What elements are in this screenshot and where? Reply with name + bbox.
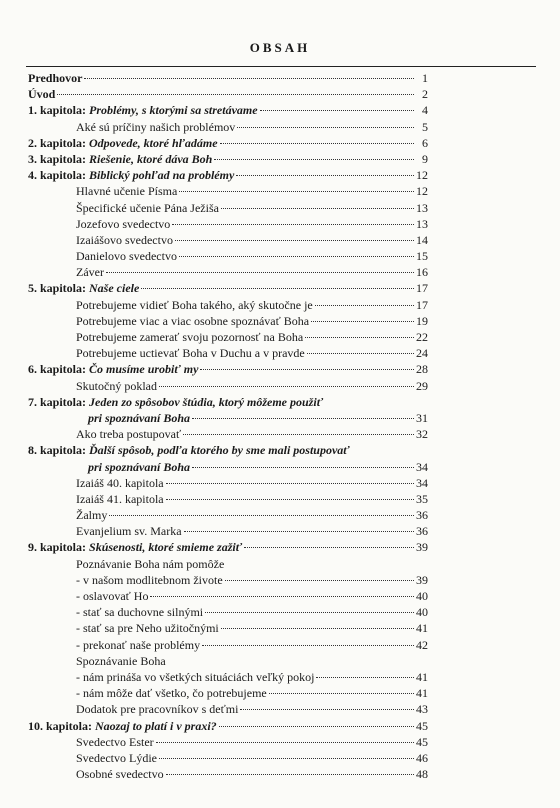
dot-leader <box>221 628 414 629</box>
toc-entry[interactable] <box>28 183 428 199</box>
subentry-label: Potrebujeme zamerať svoju pozornosť na Boha <box>76 330 304 344</box>
subentry-label: Svedectvo Ester <box>76 734 154 749</box>
toc-entry[interactable] <box>28 119 428 135</box>
subentry-label: Potrebujeme uctievať Boha v Duchu a v pravde <box>76 346 305 361</box>
toc-entry[interactable] <box>28 426 428 442</box>
chapter-number: 9. kapitola: <box>28 540 87 555</box>
toc-entry[interactable] <box>28 766 428 782</box>
subentry-label: Izaiáš 41. kapitola <box>76 491 164 506</box>
subentry-label: Žalmy <box>76 508 108 523</box>
subentry-heading: Poznávanie Boha nám pomôže <box>76 556 225 571</box>
toc-entry[interactable] <box>28 442 428 458</box>
toc-entry[interactable] <box>28 734 428 750</box>
page-number: 41 <box>416 686 428 701</box>
page-number: 39 <box>416 540 428 555</box>
page-number: 48 <box>416 767 428 782</box>
toc-entry-continuation[interactable] <box>28 459 428 475</box>
chapter-title: Riešenie, ktoré dáva Boh <box>89 151 213 166</box>
toc-entry[interactable] <box>28 507 428 523</box>
page-number: 41 <box>416 621 428 636</box>
page-number: 29 <box>416 378 428 393</box>
page-number: 34 <box>416 475 428 490</box>
chapter-number: 10. kapitola: <box>28 718 93 733</box>
page-number: 15 <box>416 249 428 264</box>
page-number: 28 <box>416 362 428 377</box>
dot-leader <box>311 321 414 322</box>
dot-leader <box>307 353 414 354</box>
chapter-title: Skúsenosti, ktoré smieme zažiť <box>89 540 243 555</box>
page-number: 19 <box>416 313 428 328</box>
page-number: 6 <box>422 135 428 150</box>
subentry-label: Záver <box>76 265 104 280</box>
subentry-label: Izaiáš 40. kapitola <box>76 475 164 490</box>
page-number: 12 <box>416 184 428 199</box>
page-number: 22 <box>416 330 428 344</box>
toc-entry[interactable] <box>28 572 428 588</box>
dot-leader <box>202 645 414 646</box>
toc-entry[interactable] <box>28 685 428 701</box>
toc-entry[interactable] <box>28 313 428 329</box>
chapter-number: 4. kapitola: <box>28 168 87 183</box>
chapter-number: 1. kapitola: <box>28 103 87 118</box>
dot-leader <box>316 677 414 678</box>
toc-entry[interactable] <box>28 620 428 636</box>
page-number: 17 <box>416 297 428 312</box>
dot-leader <box>141 288 414 289</box>
dot-leader <box>179 256 414 257</box>
subentry-label: Ako treba postupovať <box>76 427 182 442</box>
toc-entry[interactable] <box>28 70 428 86</box>
chapter-title: Problémy, s ktorými sa stretávame <box>89 103 258 118</box>
page-number: 12 <box>416 168 428 183</box>
subentry-label: Špecifické učenie Pána Ježiša <box>76 200 219 215</box>
subentry-label: Potrebujeme vidieť Boha takého, aký skutočne je <box>76 297 313 312</box>
subentry-label: Skutočný poklad <box>76 378 157 393</box>
dot-leader <box>184 531 414 532</box>
header-rule <box>26 66 536 67</box>
dot-leader <box>84 78 414 79</box>
page-title: OBSAH <box>249 40 311 55</box>
toc-entry[interactable] <box>28 151 428 167</box>
page-number: 40 <box>416 589 428 603</box>
dot-leader <box>192 467 414 468</box>
dot-leader <box>156 742 414 743</box>
dot-leader <box>57 94 414 95</box>
page-number: 35 <box>416 491 428 506</box>
toc-entry[interactable] <box>28 167 428 183</box>
page-number: 39 <box>416 572 428 587</box>
page-number: 31 <box>416 410 428 425</box>
page-number: 13 <box>416 200 428 215</box>
toc-entry[interactable] <box>28 200 428 216</box>
entry-label: Predhovor <box>28 71 83 85</box>
subentry-label: - v našom modlitebnom živote <box>76 572 223 587</box>
chapter-title: Biblický pohľad na problémy <box>89 168 235 183</box>
dot-leader <box>166 499 414 500</box>
toc-entry[interactable] <box>28 523 428 539</box>
toc-entry[interactable] <box>28 588 428 604</box>
page-number: 13 <box>416 216 428 231</box>
chapter-title: Jeden zo spôsobov štúdia, ktorý môžeme použiť <box>89 394 324 409</box>
subentry-label: Hlavné učenie Písma <box>76 184 178 199</box>
toc-entry[interactable] <box>28 361 428 377</box>
page-number: 2 <box>422 87 428 102</box>
toc-entry-continuation[interactable] <box>28 410 428 426</box>
page-number: 32 <box>416 427 428 442</box>
dot-leader <box>159 386 414 387</box>
page-number: 45 <box>416 718 428 733</box>
chapter-title: Odpovede, ktoré hľadáme <box>89 135 218 150</box>
page-number: 42 <box>416 637 428 652</box>
dot-leader <box>205 612 414 613</box>
page-number: 36 <box>416 524 428 539</box>
dot-leader <box>219 726 414 727</box>
dot-leader <box>159 758 414 759</box>
toc-entry[interactable] <box>28 329 428 345</box>
dot-leader <box>166 483 414 484</box>
subentry-label: Aké sú príčiny našich problémov <box>76 119 236 134</box>
subentry-label: Jozefovo svedectvo <box>76 216 171 231</box>
dot-leader <box>179 191 414 192</box>
page-number: 14 <box>416 232 428 247</box>
subentry-label: Evanjelium sv. Marka <box>76 524 182 539</box>
subentry-label: - stať sa duchovne silnými <box>76 605 204 620</box>
dot-leader <box>260 110 414 111</box>
subentry-label: - stať sa pre Neho užitočnými <box>76 621 219 636</box>
toc-entry[interactable] <box>28 280 428 296</box>
toc-entry[interactable] <box>28 491 428 507</box>
toc-entry[interactable] <box>28 248 428 264</box>
toc-entry <box>28 653 428 669</box>
toc-entry[interactable] <box>28 539 428 555</box>
toc-entry[interactable] <box>28 232 428 248</box>
table-of-contents <box>28 70 428 782</box>
dot-leader <box>200 369 414 370</box>
dot-leader <box>192 418 414 419</box>
toc-entry[interactable] <box>28 216 428 232</box>
dot-leader <box>269 693 414 694</box>
chapter-number: 6. kapitola: <box>28 362 87 377</box>
dot-leader <box>220 143 414 144</box>
toc-entry[interactable] <box>28 345 428 361</box>
chapter-title: Čo musíme urobiť my <box>89 362 199 377</box>
dot-leader <box>315 305 414 306</box>
dot-leader <box>221 208 414 209</box>
dot-leader <box>240 709 414 710</box>
chapter-title: Ďalší spôsob, podľa ktorého by sme mali postupovať <box>89 443 350 458</box>
dot-leader <box>305 337 414 338</box>
page-number: 34 <box>416 459 428 474</box>
chapter-number: 7. kapitola: <box>28 394 87 409</box>
subentry-label: Danielovo svedectvo <box>76 249 177 264</box>
page-number: 16 <box>416 265 428 280</box>
page-number: 45 <box>416 734 428 749</box>
dot-leader <box>109 515 414 516</box>
subentry-label: Osobné svedectvo <box>76 767 164 782</box>
toc-entry[interactable] <box>28 750 428 766</box>
dot-leader <box>150 596 414 597</box>
page-number: 1 <box>422 71 428 85</box>
page-number: 41 <box>416 669 428 684</box>
subentry-label: - oslavovať Ho <box>76 589 149 603</box>
page-number: 9 <box>422 151 428 166</box>
subentry-label: - prekonať naše problémy <box>76 637 201 652</box>
chapter-title: Naozaj to platí i v praxi? <box>95 718 217 733</box>
dot-leader <box>225 580 414 581</box>
toc-entry[interactable] <box>28 718 428 734</box>
page-number: 5 <box>422 119 428 134</box>
toc-entry[interactable] <box>28 475 428 491</box>
dot-leader <box>106 272 414 273</box>
chapter-title-continued: pri spoznávaní Boha <box>88 459 191 474</box>
toc-entry[interactable] <box>28 135 428 151</box>
toc-entry[interactable] <box>28 264 428 280</box>
toc-entry[interactable] <box>28 86 428 102</box>
toc-entry[interactable] <box>28 669 428 685</box>
chapter-title: Naše ciele <box>89 281 140 296</box>
chapter-number: 8. kapitola: <box>28 443 87 458</box>
subentry-heading: Spoznávanie Boha <box>76 653 166 668</box>
subentry-label: Izaiášovo svedectvo <box>76 232 173 247</box>
toc-entry[interactable] <box>28 102 428 118</box>
dot-leader <box>183 434 414 435</box>
subentry-label: Dodatok pre pracovníkov s deťmi <box>76 702 239 717</box>
chapter-number: 2. kapitola: <box>28 135 87 150</box>
dot-leader <box>172 224 414 225</box>
chapter-number: 5. kapitola: <box>28 281 87 296</box>
toc-entry[interactable] <box>28 378 428 394</box>
toc-entry[interactable] <box>28 604 428 620</box>
toc-entry <box>28 556 428 572</box>
toc-entry[interactable] <box>28 394 428 410</box>
dot-leader <box>214 159 414 160</box>
page-number: 4 <box>422 103 428 118</box>
subentry-label: - nám prináša vo všetkých situáciách veľký pokoj <box>76 669 315 684</box>
toc-entry[interactable] <box>28 701 428 717</box>
page-number: 24 <box>416 346 428 361</box>
dot-leader <box>175 240 414 241</box>
subentry-label: Svedectvo Lýdie <box>76 750 157 765</box>
chapter-number: 3. kapitola: <box>28 151 87 166</box>
toc-entry[interactable] <box>28 297 428 313</box>
page-number: 40 <box>416 605 428 620</box>
page-number: 17 <box>416 281 428 296</box>
dot-leader <box>236 175 414 176</box>
page-number: 36 <box>416 508 428 523</box>
subentry-label: - nám môže dať všetko, čo potrebujeme <box>76 686 267 701</box>
dot-leader <box>244 547 414 548</box>
dot-leader <box>237 127 414 128</box>
toc-entry[interactable] <box>28 637 428 653</box>
chapter-title-continued: pri spoznávaní Boha <box>88 410 191 425</box>
entry-label: Úvod <box>28 87 56 102</box>
dot-leader <box>166 774 414 775</box>
subentry-label: Potrebujeme viac a viac osobne spoznávať Boha <box>76 313 310 328</box>
page-number: 43 <box>416 702 428 717</box>
page-number: 46 <box>416 750 428 765</box>
